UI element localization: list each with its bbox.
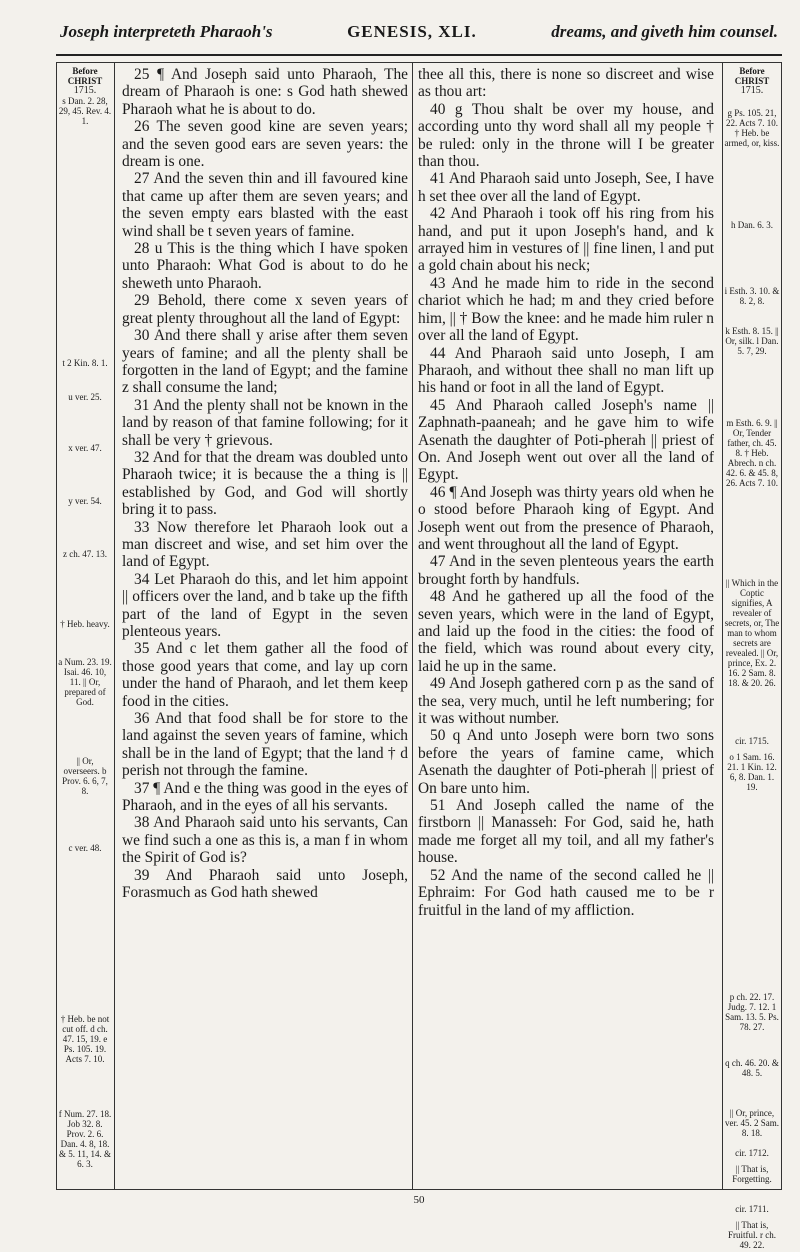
right-margin-note: k Esth. 8. 15. || Or, silk. l Dan. 5. 7, 29. xyxy=(725,326,779,356)
right-margin-note: i Esth. 3. 10. & 8. 2, 8. xyxy=(724,286,780,306)
left-column-verse: 39 And Pharaoh said unto Joseph, Forasmuch as God hath shewed xyxy=(122,866,408,902)
right-column-verse: 50 q And unto Joseph were born two sons before the years of famine came, which Asenath the daughter of Poti-pherah || priest of On bare unto him. xyxy=(418,727,714,797)
page-number: 50 xyxy=(413,1194,425,1206)
left-margin-note: || Or, overseers. b Prov. 6. 6, 7, 8. xyxy=(62,756,108,796)
left-margin-note: † Heb. be not cut off. d ch. 47. 15, 19. e Ps. 105. 19. Acts 7. 10. xyxy=(60,1014,110,1064)
header-center: GENESIS, XLI. xyxy=(347,22,477,41)
right-column-verse: 51 And Joseph called the name of the firstborn || Manasseh: For God, said he, hath made me forget all my toil, and all my father's house. xyxy=(418,797,714,867)
right-margin-note: cir. 1712. xyxy=(735,1148,769,1158)
left-column-verse: 29 Behold, there come x seven years of great plenty throughout all the land of Egypt: xyxy=(122,292,408,327)
right-margin-note: p ch. 22. 17. Judg. 7. 12. 1 Sam. 13. 5. Ps. 78. 27. xyxy=(725,992,779,1032)
left-margin-note: s Dan. 2. 28, 29, 45. Rev. 4. 1. xyxy=(58,96,112,126)
left-column-verse: 27 And the seven thin and ill favoured kine that came up after them are seven years; and the seven empty ears blasted with the east wind shall be t seven years of famine. xyxy=(122,170,408,240)
left-column-verse: 26 The seven good kine are seven years; and the seven good ears are seven years: the dream is one. xyxy=(122,118,408,171)
column-rule-center xyxy=(412,62,413,1190)
right-before-label: Before CHRIST xyxy=(734,66,770,86)
right-margin-note: || That is, Fruitful. r ch. 49. 22. xyxy=(728,1220,776,1250)
left-before-label: Before CHRIST xyxy=(67,66,103,86)
right-column-verse: 40 g Thou shalt be over my house, and according unto thy word shall all my people † be ruled: only in the throne will I be greater than thou. xyxy=(418,100,714,171)
header-right: dreams, and giveth him counsel. xyxy=(551,22,778,41)
right-column-verse: 43 And he made him to ride in the second chariot which he had; m and they cried before him, || † Bow the knee: and he made him ruler n over all the land of Egypt. xyxy=(418,274,714,345)
bible-page xyxy=(56,10,782,1250)
left-margin-note: c ver. 48. xyxy=(68,843,102,853)
right-column-verse: 42 And Pharaoh i took off his ring from his hand, and put it upon Joseph's hand, and k arrayed him in vestures of || fine linen, l and put a gold chain about his neck; xyxy=(418,205,714,275)
left-margin-note: z ch. 47. 13. xyxy=(63,549,107,559)
text-column-right xyxy=(418,66,714,919)
left-margin-note: y ver. 54. xyxy=(68,496,102,506)
right-margin-note: o 1 Sam. 16. 21. 1 Kin. 12. 6, 8. Dan. 1. 19. xyxy=(727,752,777,792)
left-column-verse: 36 And that food shall be for store to the land against the seven years of famine, which shall be in the land of Egypt; that the land † d perish not through the famine. xyxy=(122,710,408,780)
left-column-verse: 33 Now therefore let Pharaoh look out a man discreet and wise, and set him over the land of Egypt. xyxy=(122,518,408,571)
right-column-verse: 45 And Pharaoh called Joseph's name || Zaphnath-paaneah; and he gave him to wife Asenath the daughter of Poti-pherah || priest of On. And Joseph went out over all the land of Egypt. xyxy=(418,396,714,484)
left-before-year: 1715. xyxy=(73,85,97,96)
left-before-christ xyxy=(58,66,112,96)
right-column-verse: 52 And the name of the second called he || Ephraim: For God hath caused me to be r fruitful in the land of my affliction. xyxy=(418,866,714,919)
right-column-verse: thee all this, there is none so discreet and wise as thou art: xyxy=(418,66,714,101)
left-column-verse: 32 And for that the dream was doubled unto Pharaoh twice; it is because the a thing is || established by God, and God will shortly bring it to pass. xyxy=(122,448,408,519)
right-before-year: 1715. xyxy=(740,85,764,96)
right-column-verse: 41 And Pharaoh said unto Joseph, See, I have h set thee over all the land of Egypt. xyxy=(418,170,714,205)
left-margin-note: x ver. 47. xyxy=(68,443,102,453)
running-header xyxy=(56,10,782,56)
right-margin-note: || That is, Forgetting. xyxy=(732,1164,772,1184)
left-column-verse: 28 u This is the thing which I have spoken unto Pharaoh: What God is about to do he sheweth unto Pharaoh. xyxy=(122,240,408,292)
left-column-verse: 31 And the plenty shall not be known in the land by reason of that famine following; for it shall be very † grievous. xyxy=(122,396,408,449)
right-margin-note: g Ps. 105. 21, 22. Acts 7. 10. † Heb. be armed, or, kiss. xyxy=(724,108,780,148)
right-margin-note: m Esth. 6. 9. || Or, Tender father, ch. 45. 8. † Heb. Abrech. n ch. 42. 6. & 45. 8, 26. Acts 7. 10. xyxy=(725,418,778,488)
right-margin-note: cir. 1711. xyxy=(735,1204,769,1214)
left-column-verse: 25 ¶ And Joseph said unto Pharaoh, The dream of Pharaoh is one: s God hath shewed Pharaoh what he is about to do. xyxy=(122,66,408,118)
left-column-verse: 30 And there shall y arise after them seven years of famine; and all the plenty shall be forgotten in the land of Egypt; and the famine z shall consume the land; xyxy=(122,327,408,397)
right-margin-note: q ch. 46. 20. & 48. 5. xyxy=(725,1058,779,1078)
left-column-verse: 35 And c let them gather all the food of those good years that come, and lay up corn under the hand of Pharaoh, and let them keep food in the cities. xyxy=(122,640,408,710)
right-before-christ xyxy=(724,66,780,96)
left-column-verse: 38 And Pharaoh said unto his servants, Can we find such a one as this is, a man f in whom the Spirit of God is? xyxy=(122,814,408,867)
left-margin-note: u ver. 25. xyxy=(68,392,102,402)
right-margin-note: || Or, prince, ver. 45. 2 Sam. 8. 18. xyxy=(725,1108,779,1138)
right-column-verse: 46 ¶ And Joseph was thirty years old when he o stood before Pharaoh king of Egypt. And Joseph went out from the presence of Pharaoh, and went throughout all the land of Egypt. xyxy=(418,483,714,553)
right-column-verse: 47 And in the seven plenteous years the earth brought forth by handfuls. xyxy=(418,553,714,588)
left-column-verse: 34 Let Pharaoh do this, and let him appoint || officers over the land, and b take up the fifth part of the land of Egypt in the seven plenteous years. xyxy=(122,570,408,640)
right-margin-note: h Dan. 6. 3. xyxy=(731,220,773,230)
left-margin-note: a Num. 23. 19. Isai. 46. 10, 11. || Or, prepared of God. xyxy=(58,657,112,707)
right-column-verse: 48 And he gathered up all the food of the seven years, which were in the land of Egypt, and laid up the food in the cities: the food of the field, which was round about every city, laid he up in the same. xyxy=(418,588,714,675)
left-column-verse: 37 ¶ And e the thing was good in the eyes of Pharaoh, and in the eyes of all his servants. xyxy=(122,779,408,815)
left-margin-note: t 2 Kin. 8. 1. xyxy=(62,358,108,368)
left-margin-note: f Num. 27. 18. Job 32. 8. Prov. 2. 6. Dan. 4. 8, 18. & 5. 11, 14. & 6. 3. xyxy=(58,1109,112,1169)
column-rule-left xyxy=(114,62,115,1190)
right-column-verse: 49 And Joseph gathered corn p as the sand of the sea, very much, until he left numbering; for it was without number. xyxy=(418,675,714,728)
column-rule-right xyxy=(722,62,723,1190)
right-margin-note: cir. 1715. xyxy=(735,736,769,746)
right-margin-note: || Which in the Coptic signifies, A revealer of secrets, or, The man to whom secrets are revealed. || Or, prince, Ex. 2. 16. 2 Sam. 8. 18. & 20. 26. xyxy=(724,578,780,688)
left-margin-note: † Heb. heavy. xyxy=(60,619,110,629)
header-left: Joseph interpreteth Pharaoh's xyxy=(60,22,273,41)
right-column-verse: 44 And Pharaoh said unto Joseph, I am Pharaoh, and without thee shall no man lift up his hand or foot in all the land of Egypt. xyxy=(418,344,714,397)
text-column-left xyxy=(122,66,408,902)
